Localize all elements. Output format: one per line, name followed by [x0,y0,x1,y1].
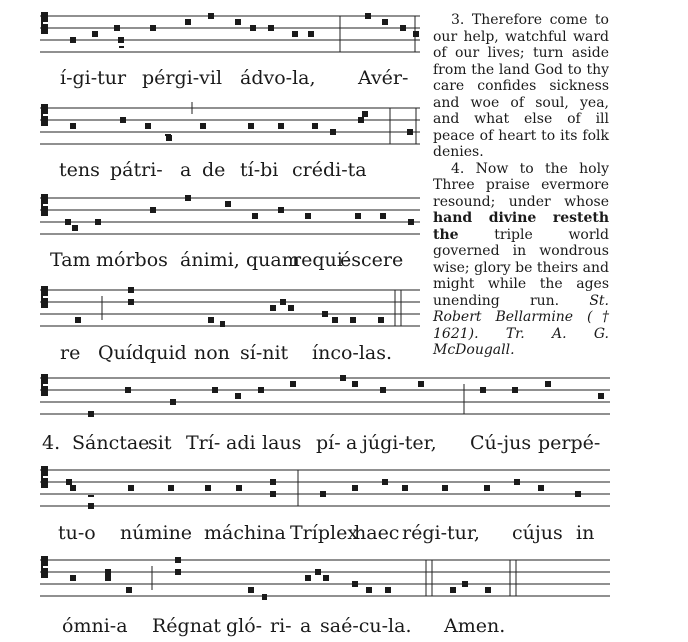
syllable: tí-bi [240,159,279,181]
lyric-line-6 [0,522,688,546]
chant-staff-2 [40,100,420,154]
lyric-line-1 [0,67,430,91]
syllable: í-gi-tur [60,67,127,89]
syllable: 4. [42,432,61,454]
syllable: júgi-ter, [362,432,437,454]
syllable: ádvo-la, [240,67,316,89]
syllable: in [576,522,595,544]
chant-staff-5 [40,370,610,424]
syllable: ínco-las. [312,342,393,364]
syllable: a [180,159,192,181]
syllable: ánimi, [180,249,240,271]
syllable: gló- [226,615,263,637]
translation-verse-4-bold: hand divine resteth the [433,210,609,243]
syllable: perpé- [538,432,601,454]
syllable: máchina [204,522,286,544]
chant-staff-7 [40,552,610,606]
syllable: a [346,432,358,454]
lyric-line-4 [0,342,430,366]
syllable: cújus [512,522,563,544]
translation-verse-4-end: triple world governed in wondrous wise; glory be theirs and might while the ages unending run. [433,226,609,309]
syllable: Sánctae [72,432,150,454]
lyric-line-2 [0,159,430,183]
syllable: Tríplex [290,522,359,544]
chant-staff-3 [40,190,420,244]
syllable: Régnat [152,615,221,637]
translation-verse-4 [433,161,609,359]
syllable: Tam [50,249,91,271]
syllable: quam [246,249,300,271]
translation-citation: St. Robert Bellarmine († 1621). Tr. A. G. McDougall. [433,292,609,358]
syllable: sí-nit [240,342,289,364]
lyric-line-7 [0,615,688,639]
syllable: mórbos [96,249,168,271]
syllable: ri- [270,615,292,637]
syllable: haec [354,522,400,544]
syllable: tens [59,159,100,181]
syllable: tu-o [58,522,96,544]
syllable: Amen. [444,615,506,637]
chant-staff-6 [40,462,610,516]
syllable: pí- [316,432,341,454]
syllable: pérgi-vil [142,67,223,89]
syllable: Quídquid [98,342,187,364]
syllable: númine [120,522,193,544]
lyric-line-5 [0,432,688,456]
syllable: de [202,159,226,181]
translation-verse-3: 3. Therefore come to our help, watchful ward of our lives; turn aside from the land God to thy care confides sickness and woe of soul, yea, and what else of ill peace of heart to its folk denies. [433,12,609,160]
syllable: non [194,342,230,364]
chant-staff-4 [40,282,420,336]
syllable: pátri- [110,159,163,181]
syllable: re [60,342,81,364]
syllable: Avér- [358,67,409,89]
chant-staff-1 [40,8,420,62]
translation-column [433,12,609,359]
translation-verse-4-start: 4. Now to the holy Three praise evermore resound; under whose [433,160,609,210]
syllable: saé-cu-la. [320,615,412,637]
syllable: requi- [292,249,350,271]
syllable: a [300,615,312,637]
syllable: Trí- [186,432,221,454]
lyric-line-3 [0,249,430,273]
syllable: crédi-ta [292,159,367,181]
syllable: éscere [340,249,404,271]
syllable: sit [148,432,172,454]
syllable: Cú-jus [470,432,532,454]
syllable: régi-tur, [402,522,480,544]
syllable: laus [262,432,302,454]
syllable: adi [226,432,256,454]
syllable: ómni-a [62,615,128,637]
